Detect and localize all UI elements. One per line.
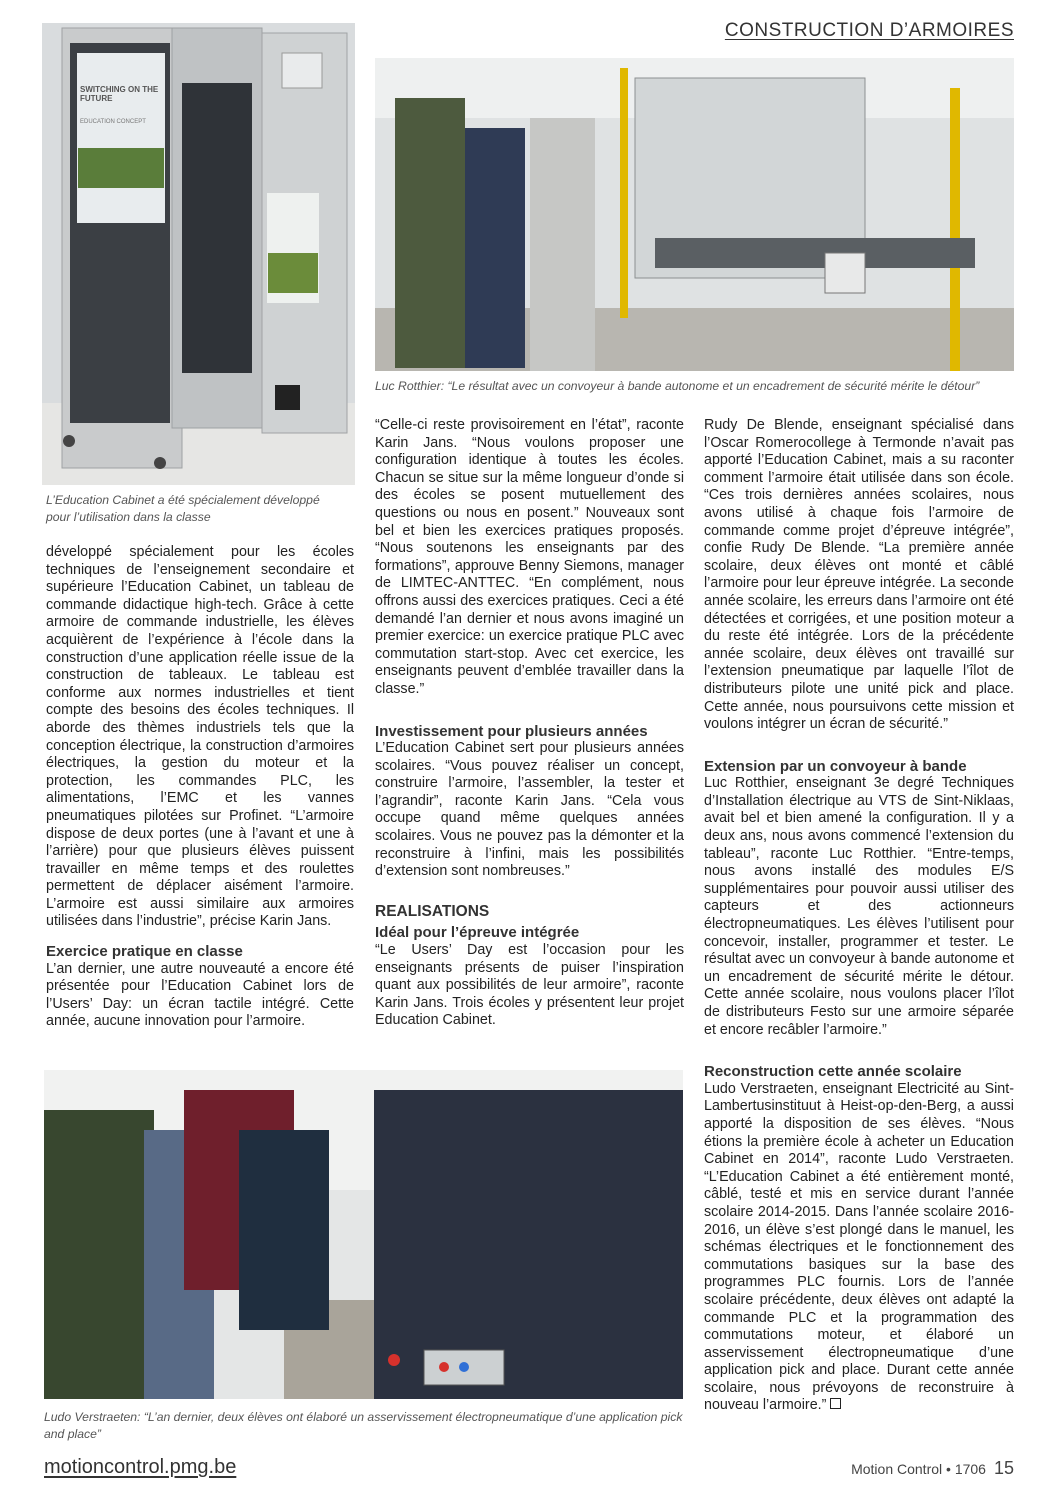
end-of-article-icon: [830, 1398, 841, 1409]
page-number: 15: [993, 1458, 1014, 1478]
col3-paragraph-3: [704, 1081, 1014, 1415]
section-title: CONSTRUCTION D’ARMOIRES: [724, 20, 1014, 41]
cabinet-caption: L’Education Cabinet a été spécialement développé pour l’utilisation dans la classe: [46, 493, 320, 524]
column-1: [46, 544, 354, 1031]
column-3: [704, 417, 1014, 1415]
col3-paragraph-2: Luc Rotthier, enseignant 3e degré Techniques d’Installation électrique au VTS de Sint-Niklaas, avait bel et bien amené la configuration. Il y a deux ans, nous avons commencé l’extension du tableau”, raconte Luc Rotthier. “Entre-temps, nous avons installé des modules E/S supplémentaires pour pouvoir aussi utiliser des capteurs et des actionneurs électropneumatiques. Les élèves l’utilisent pour concevoir, installer, programmer et tester. Le résultat avec un convoyeur à bande autonome et un encadrement de sécurité mérite le détour. Cette année scolaire, nous voulons placer l’îlot de distributeurs Festo sur une armoire séparée et encore recâbler l’armoire.”: [704, 775, 1014, 1038]
col2-heading-1: Investissement pour plusieurs années: [375, 722, 648, 740]
conveyor-photo: [375, 58, 1014, 371]
col1-paragraph-2: L’an dernier, une autre nouveauté a encore été présentée pour l’Education Cabinet lors de l’Users’ Day: un écran tactile intégré. Cette année, aucune innovation pour l’armoire.: [46, 960, 354, 1030]
col2-paragraph-3: “Le Users’ Day est l’occasion pour les enseignants présents de puiser l’inspiration quant aux possibilités de leur armoire”, raconte Karin Jans. Trois écoles y présentent leur projet Education Cabinet.: [375, 942, 684, 1029]
conveyor-caption: Luc Rotthier: “Le résultat avec un convoyeur à bande autonome et un encadrement de sécurité mérite le détour”: [375, 379, 980, 393]
col3-heading-2: Reconstruction cette année scolaire: [704, 1063, 962, 1081]
page-footer: [851, 1458, 1014, 1479]
col2-section-heading: REALISATIONS: [375, 902, 490, 920]
col2-paragraph-2: L’Education Cabinet sert pour plusieurs années scolaires. “Vous pouvez réaliser un concept, construire l’armoire, l’assembler, la tester et l’agrandir”, raconte Karin Jans. “Cela vous occupe quand même quelques années scolaires. Vous ne pouvez pas la démonter et la reconstruire à l’infini, mais les possibilités d’extension sont nombreuses.”: [375, 740, 684, 880]
conveyor-illustration: [375, 58, 1014, 371]
group-caption: Ludo Verstraeten: “L’an dernier, deux élèves ont élaboré un asservissement électropneumatique d’une application pick and place”: [44, 1410, 683, 1441]
group-photo: [44, 1070, 683, 1399]
col3-heading-1: Extension par un convoyeur à bande: [704, 757, 967, 775]
col2-paragraph-1: “Celle-ci reste provisoirement en l’état”, raconte Karin Jans. “Nous voulons proposer une configuration identique à toutes les écoles. Chacun se situe sur la même longueur d’onde si des écoles se posent mutuellement des questions ou nous en posent.” Nouveaux sont bel et bien les exercices pratiques proposés. “Nous soutenons les enseignants par des formations”, approuve Benny Siemons, manager de LIMTEC-ANTTEC. “En complément, nous offrons aussi des exercices pratiques. Ceci a été demandé l’an dernier et nous avons imaginé un premier exercice: un exercice pratique PLC avec commutation start-stop. Avec cet exercice, les enseignants peuvent d’emblée travailler dans la classe.”: [375, 417, 684, 697]
column-2: [375, 417, 684, 1030]
col1-paragraph-1: développé spécialement pour les écoles techniques de l’enseignement secondaire et supérieure l’Education Cabinet, un tableau de commande didactique high-tech. Grâce à cette armoire de commande industrielle, les élèves acquièrent de l’expérience à l’école dans la construction d’une application réelle issue de la construction de tableaux. Le tableau est conforme aux normes industrielles et tient compte des besoins des écoles techniques. Il aborde des thèmes industriels tels que la conception électrique, la construction d’armoires électriques, la gestion du moteur et la protection, les commandes PLC, les alimentations, l’EMC et les vannes pneumatiques pilotées sur Profinet. “L’armoire dispose de deux portes (une à l’avant et une à l’arrière) pour que plusieurs élèves puissent travailler en même temps et des roulettes permettent de déplacer aisément l’armoire. L’armoire est aussi similaire aux armoires utilisées dans l’industrie”, précise Karin Jans.: [46, 544, 354, 930]
website-link[interactable]: motioncontrol.pmg.be: [44, 1456, 237, 1478]
col3-paragraph-3-text: Ludo Verstraeten, enseignant Electricité au Sint-Lambertusinstituut à Heist-op-den-Berg, a aussi apporté la disposition de ses élèves. “Nous étions la première école à acheter un Education Cabinet en 2014”, raconte Ludo Verstraeten. “L’Education Cabinet a été entièrement monté, câblé, testé et mis en service durant l’année scolaire 2014-2015. Dans l’année scolaire 2016-2016, un élève s’est plongé dans le manuel, les schémas électriques et le fonctionnement des commutations basiques sur la base des programmes PLC fournis. Lors de l’année scolaire précédente, deux élèves ont adapté la commande PLC et la programmation des commutations moteur, et élaboré un asservissement électropneumatique d’une application pick and place. Durant cette année scolaire, nous prévoyons de reconstruire à nouveau l’armoire.”: [704, 1080, 1014, 1414]
col3-paragraph-1: Rudy De Blende, enseignant spécialisé dans l’Oscar Romerocollege à Termonde n’avait pas apporté l’Education Cabinet, mais a su raconter comment l’armoire était utilisée dans son école. “Ces trois dernières années scolaires, nous avons utilisé à chaque fois l’armoire de commande comme projet d’épreuve intégrée”, confie Rudy De Blende. “La première année scolaire, deux élèves ont monté et câblé l’armoire pour leur épreuve intégrée. La seconde année scolaire, les erreurs dans l’armoire ont été détectées et corrigées, et une position moteur a du reste été intégrée. Lors de la précédente année scolaire, deux élèves ont travaillé sur l’extension pneumatique par laquelle l’îlot de distributeurs pilote une unité pick and place. Cette année, nous poursuivons cette mission et voulons intégrer un écran de sécurité.”: [704, 417, 1014, 733]
group-illustration: [44, 1070, 683, 1399]
col2-heading-2: Idéal pour l’épreuve intégrée: [375, 924, 580, 942]
col1-heading-1: Exercice pratique en classe: [46, 943, 243, 961]
cabinet-sign-subtitle: EDUCATION CONCEPT: [80, 119, 146, 125]
magazine-issue: Motion Control • 1706: [851, 1461, 986, 1477]
cabinet-sign-title: SWITCHING ON THE FUTURE: [80, 85, 159, 103]
cabinet-photo: [42, 23, 355, 485]
